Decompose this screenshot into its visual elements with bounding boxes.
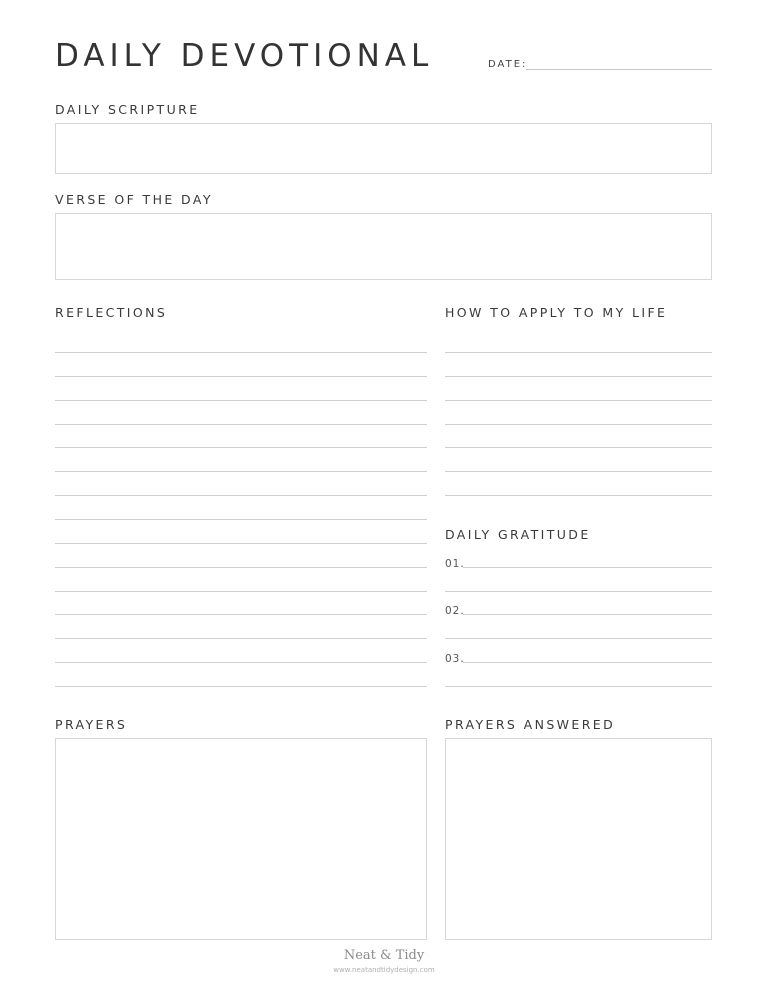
writing-line[interactable]	[55, 591, 427, 592]
writing-line[interactable]	[55, 543, 427, 544]
gratitude-number-3: 03.	[445, 653, 465, 665]
brand-url: www.neatandtidydesign.com	[333, 966, 435, 974]
writing-line[interactable]	[55, 614, 427, 615]
writing-line[interactable]	[55, 471, 427, 472]
gratitude-number-2: 02.	[445, 605, 465, 617]
gratitude-line[interactable]	[445, 638, 712, 639]
writing-line[interactable]	[55, 352, 427, 353]
writing-line[interactable]	[445, 400, 712, 401]
writing-line[interactable]	[55, 519, 427, 520]
writing-line[interactable]	[445, 424, 712, 425]
prayers-answered-box[interactable]	[445, 738, 712, 940]
verse-of-the-day-box[interactable]	[55, 213, 712, 280]
brand-logo: Neat & Tidy	[343, 948, 425, 963]
daily-scripture-box[interactable]	[55, 123, 712, 174]
gratitude-line[interactable]	[463, 614, 712, 615]
daily-scripture-label: DAILY SCRIPTURE	[55, 102, 200, 117]
date-line[interactable]	[526, 69, 712, 70]
gratitude-line[interactable]	[445, 591, 712, 592]
writing-line[interactable]	[55, 686, 427, 687]
writing-line[interactable]	[55, 495, 427, 496]
reflections-label: REFLECTIONS	[55, 305, 168, 320]
writing-line[interactable]	[55, 662, 427, 663]
writing-line[interactable]	[55, 638, 427, 639]
writing-line[interactable]	[445, 447, 712, 448]
writing-line[interactable]	[55, 424, 427, 425]
date-label: DATE:	[488, 59, 528, 70]
gratitude-line[interactable]	[463, 567, 712, 568]
writing-line[interactable]	[445, 471, 712, 472]
prayers-label: PRAYERS	[55, 717, 128, 732]
how-to-apply-label: HOW TO APPLY TO MY LIFE	[445, 305, 668, 320]
gratitude-number-1: 01.	[445, 558, 465, 570]
verse-of-the-day-label: VERSE OF THE DAY	[55, 192, 213, 207]
gratitude-line[interactable]	[463, 662, 712, 663]
prayers-box[interactable]	[55, 738, 427, 940]
writing-line[interactable]	[55, 376, 427, 377]
writing-line[interactable]	[55, 447, 427, 448]
daily-gratitude-label: DAILY GRATITUDE	[445, 527, 591, 542]
writing-line[interactable]	[445, 376, 712, 377]
writing-line[interactable]	[55, 400, 427, 401]
writing-line[interactable]	[445, 352, 712, 353]
writing-line[interactable]	[55, 567, 427, 568]
writing-line[interactable]	[445, 495, 712, 496]
gratitude-line[interactable]	[445, 686, 712, 687]
prayers-answered-label: PRAYERS ANSWERED	[445, 717, 616, 732]
page-title: DAILY DEVOTIONAL	[55, 38, 434, 74]
